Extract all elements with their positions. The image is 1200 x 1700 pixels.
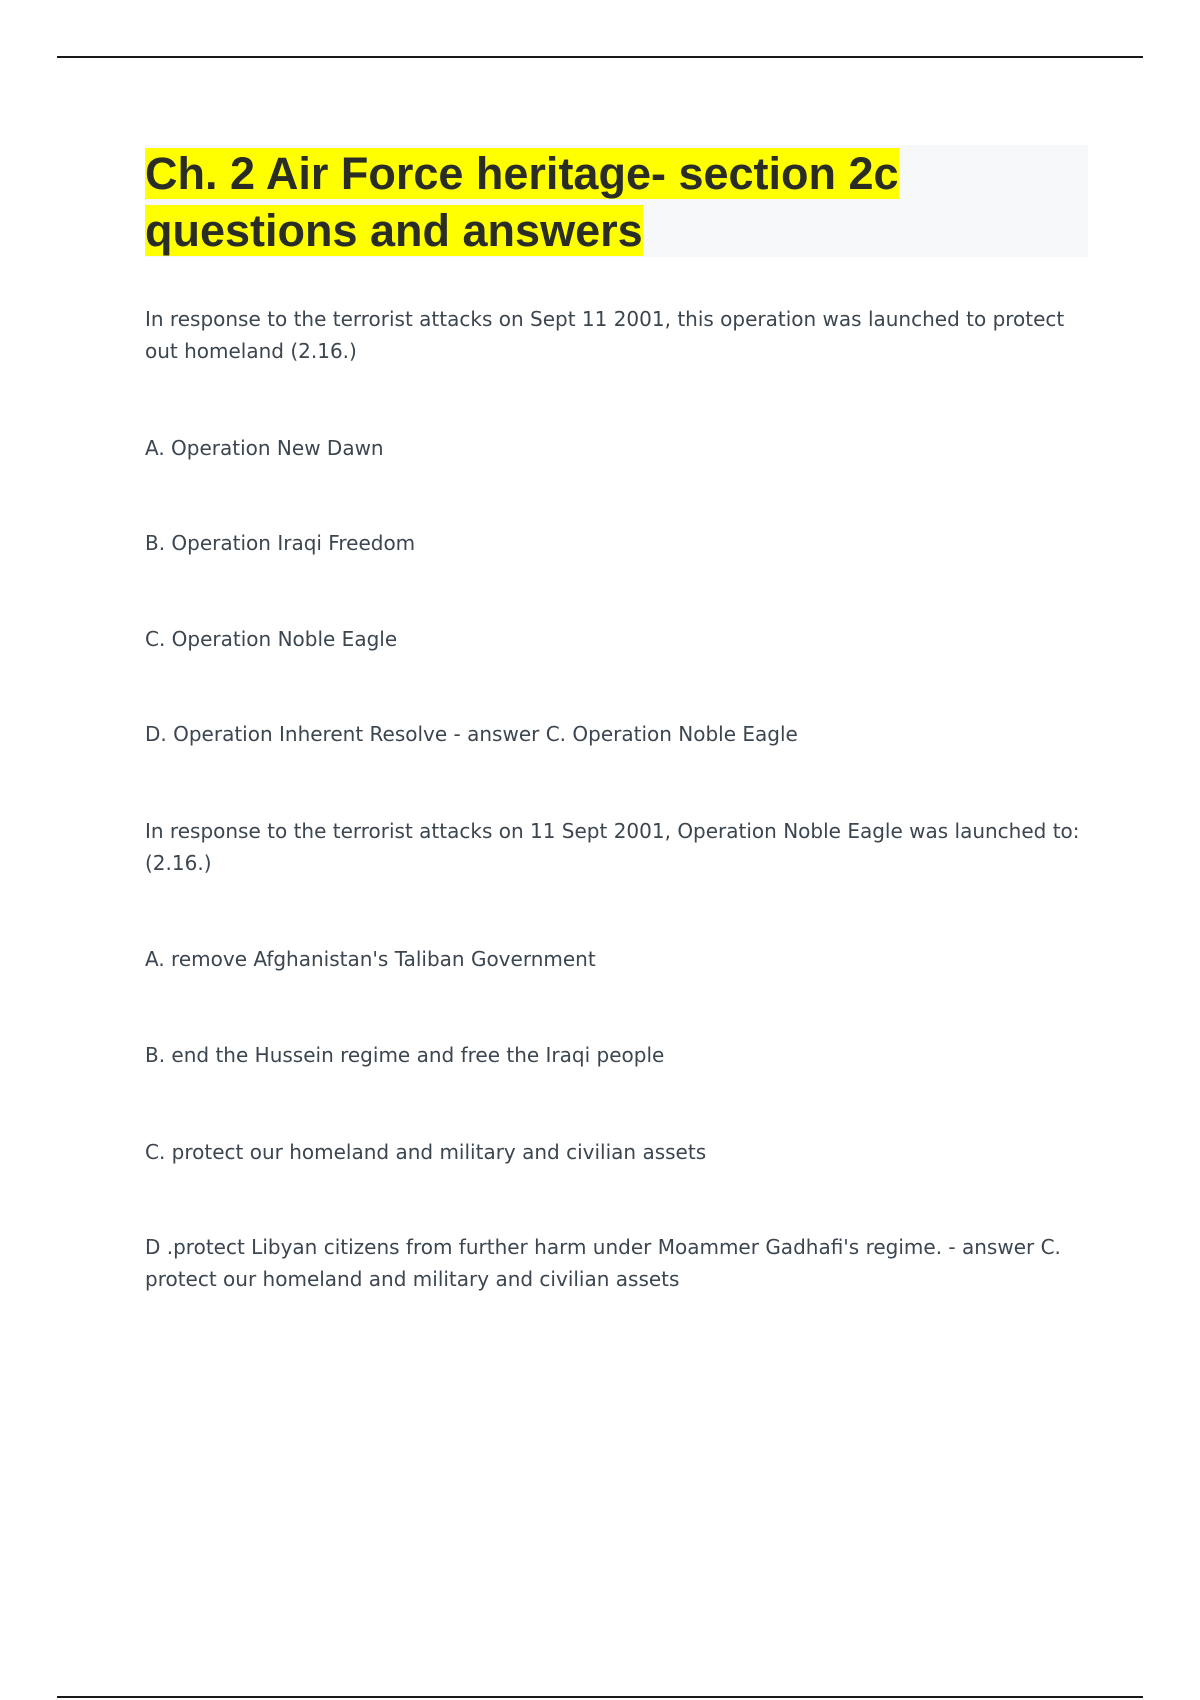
question-2-option-d-answer: D .protect Libyan citizens from further harm under Moammer Gadhafi's regime. - answer C. protect our homeland and military and civilian assets: [145, 1235, 1061, 1291]
question-2-option-b: B. end the Hussein regime and free the Iraqi people: [145, 1043, 665, 1067]
question-2-option-c: C. protect our homeland and military and civilian assets: [145, 1140, 707, 1164]
question-2: In response to the terrorist attacks on 11 Sept 2001, Operation Noble Eagle was launched to: (2.16.): [145, 819, 1080, 875]
page-title: [145, 145, 1088, 259]
question-1-option-a: A. Operation New Dawn: [145, 436, 384, 460]
title-line-1: Ch. 2 Air Force heritage- section 2c: [145, 148, 899, 199]
top-rule: [57, 56, 1143, 58]
question-2-option-a: A. remove Afghanistan's Taliban Government: [145, 947, 596, 971]
title-block: [145, 145, 1088, 257]
question-1-option-d-answer: D. Operation Inherent Resolve - answer C. Operation Noble Eagle: [145, 722, 798, 746]
title-line-2: questions and answers: [145, 205, 643, 256]
bottom-rule: [57, 1696, 1143, 1698]
question-1: In response to the terrorist attacks on Sept 11 2001, this operation was launched to protect out homeland (2.16.): [145, 307, 1065, 363]
question-1-option-c: C. Operation Noble Eagle: [145, 627, 398, 651]
question-1-option-b: B. Operation Iraqi Freedom: [145, 531, 416, 555]
